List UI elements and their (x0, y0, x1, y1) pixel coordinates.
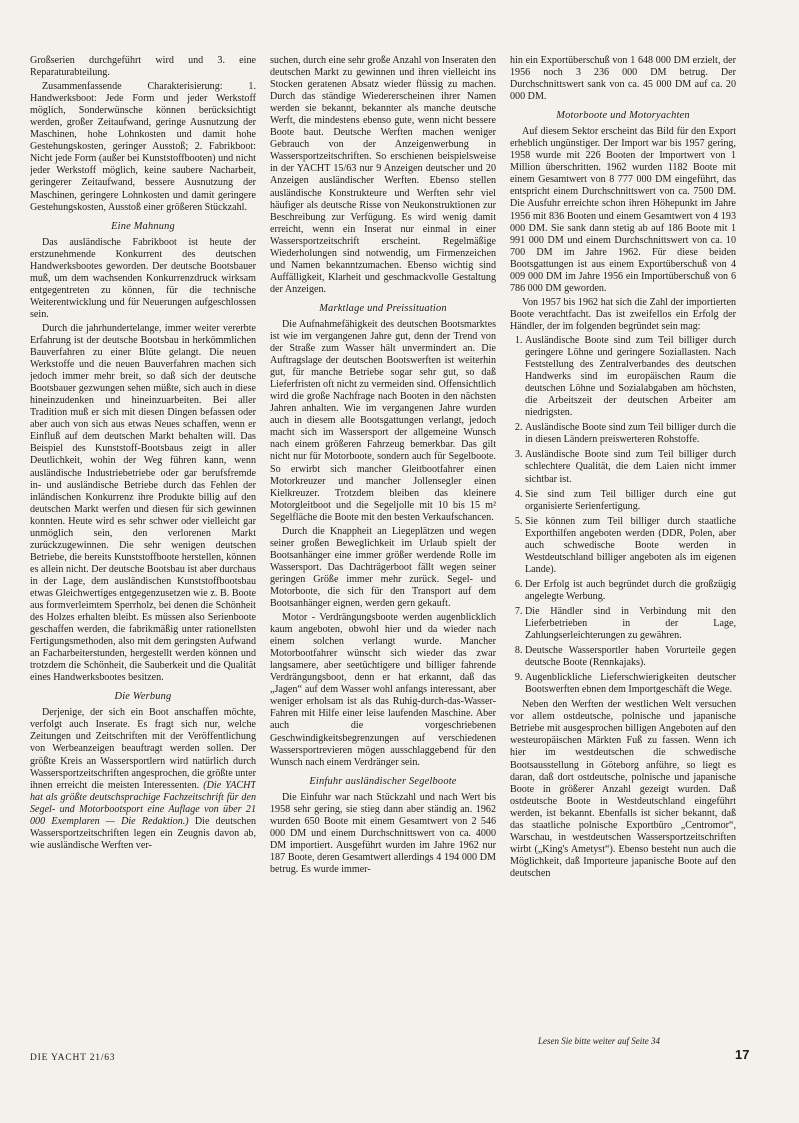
paragraph: Zusammenfassende Charakterisierung: 1. Handwerksboot: Jede Form und jeder Werkstoff möglich, Sonderwünsche können berücksichtigt werden, großer Zeitaufwand, geringe Ausnutzung der Maschinen, hohe Lohnkosten und damit hohe Gestehungskosten, geringer Ausstoß; 2. Fabrikboot: Nicht jede Form (außer bei Kunststoffbooten) und nicht jeder Werkstoff möglich, keine saubere Nacharbeit, geringerer Zeitaufwand, bessere Ausnutzung der Maschinen, geringere Lohnkosten und damit geringere Gestehungskosten, Ausstoß einer größeren Stückzahl. (30, 81, 256, 213)
column-3 (510, 55, 736, 1085)
paragraph: Das ausländische Fabrikboot ist heute der erstzunehmende Konkurrent des deutschen Handwerksbootes geworden. Der deutsche Bootsbauer muß, um dem wachsenden Konkurrenzdruck wirksam entgegentreten zu können, für die technische Weiterentwicklung und für Neuerungen aufgeschlossen sein. (30, 236, 256, 320)
paragraph: Großserien durchgeführt wird und 3. eine Reparaturabteilung. (30, 55, 256, 79)
list-item: 9. Augenblickliche Lieferschwierigkeiten deutscher Bootswerften ebnen dem Importgeschäft die Wege. (525, 672, 736, 696)
column-1 (30, 55, 256, 1085)
section-heading: Eine Mahnung (111, 220, 175, 232)
article-body (30, 55, 736, 1085)
editorial-note: (Die YACHT hat als größte deutschsprachige Fachzeitschrift für den Segel- und Motorbootsport eine Auflage von über 21 000 Exemplaren — Die Redaktion.) (30, 779, 256, 827)
page-number: 17 (735, 1047, 750, 1062)
section-heading: Marktlage und Preissituation (319, 302, 447, 314)
list-item: 6. Der Erfolg ist auch begründet durch die großzügig angelegte Werbung. (525, 579, 736, 603)
reasons-list (510, 335, 736, 696)
paragraph (30, 707, 256, 852)
section-heading: Die Werbung (114, 691, 172, 703)
list-item: 1. Ausländische Boote sind zum Teil billiger durch geringere Löhne und geringere Soziallasten. Nach Feststellung des Zentralverbandes des deutschen Handwerks sind im europäischen Raum die deutschen Löhne und Sozialabgaben am höchsten, die Arbeitszeit der deutschen Arbeiter am niedrigsten. (525, 335, 736, 419)
paragraph: Auf diesem Sektor erscheint das Bild für den Export erheblich ungünstiger. Der Import war bis 1957 gering, 1958 wurde mit 226 Booten der Importwert von 1 Million überschritten. 1962 wurden 1182 Boote mit einem Gesamtwert von 8 777 000 DM eingeführt, das entspricht einem Durchschnittswert von ca. 7500 DM. Die Ausfuhr erreichte schon ihren Höhepunkt im Jahre 1956 mit 836 Booten und einem Gesamtwert von 4 193 000 DM. Sie sank dann stetig ab auf 186 Boote mit 1 991 000 DM und einem Durchschnittswert von ca. 10 700 DM im Jahre 1962. Für diese beiden Bootsgattungen ist aus einem Exportüberschuß von 4 009 000 DM im Jahre 1956 ein Importüberschuß von 6 786 000 DM geworden. (510, 126, 736, 294)
paragraph: Durch die Knappheit an Liegeplätzen und wegen seiner großen Beweglichkeit im Urlaub spielt der Bootsanhänger eine immer größer werdende Rolle im Wassersport. Das Dachträgerboot fällt wegen seiner geringen Größe immer mehr zurück. Segel- und Motorboote, die sich für den Transport auf dem Bootsanhänger eignen, werden gern gekauft. (270, 525, 496, 610)
magazine-issue: DIE YACHT 21/63 (30, 1053, 116, 1063)
paragraph: Durch die jahrhundertelange, immer weiter vererbte Erfahrung ist der deutsche Bootsbau in herkömmlichen Bauverfahren zu einer Blüte gelangt. Die neuen Werkstoffe und die neuen Bauverfahren machen sich jedoch immer mehr breit, so daß sich der deutsche Bootsbauer gezwungen sehen müßte, sich auch in diese hineinzudenken und hineinzuarbeiten. Bei aller Tradition muß er sich mit diesen Dingen befassen oder aber auch von sich aus etwas Neues schaffen, wenn er Einfluß auf dem deutschen Markt behalten will. Das Beispiel des Kunststoff-Bootsbaus zeigt in aller Deutlichkeit, wohin der Weg führen kann, wenn ausländische Industriebetriebe oder gar berufsfremde in- und ausländische Betriebe durch das Fehlen der inländischen Konkurrenz ihre Produkte billig auf den deutschen Markt werfen und diesen für sich gewinnen konnten. Heute wird es sehr schwer oder vielleicht gar unmöglich sein, den verlorenen Markt zurückzugewinnen. Die sehr wenigen deutschen Betriebe, die bereits Kunststoffboote herstellen, können es allein nicht. Der deutsche Bootsbau ist aber durchaus in der Lage, dem ausländischen Kunststoffbootsbau etwas Gleichwertiges entgegenzusetzen wie z. B. Boote aus formverleimtem Sperrholz, bei denen die Schönheit des Holzes erhalten bleibt. Es müssen also Serienboote geschaffen werden, die fabrikmäßig unter rationellsten Fertigungsmethoden, also mit dem geringsten Aufwand an Facharbeiterstunden, hergestellt werden können und trotzdem die Schönheit, die Sauberkeit und die Qualität eines Handwerksbootes besitzen. (30, 322, 256, 684)
list-item: 3. Ausländische Boote sind zum Teil billiger durch schlechtere Qualität, die dem Laien nicht immer sichtbar ist. (525, 449, 736, 485)
paragraph-text: Die deutschen Wassersportzeitschriften legen ein Zeugnis davon ab, wie ausländische Werften ver- (30, 815, 256, 851)
column-2 (270, 55, 496, 1085)
list-item: 8. Deutsche Wassersportler haben Vorurteile gegen deutsche Boote (Rennkajaks). (525, 645, 736, 669)
paragraph-text: Derjenige, der sich ein Boot anschaffen möchte, verfolgt auch Inserate. Es fragt sich nur, welche Zeitungen und Zeitschriften mit der Veröffentlichung von Werbeanzeigen beauftragt werden sollen. Der größte Kreis an Wassersportlern wird natürlich durch Wassersportzeitschriften angesprochen, die größte unter ihnen erreicht die meisten Interessenten. (30, 707, 256, 791)
paragraph: Die Aufnahmefähigkeit des deutschen Bootsmarktes ist wie im vergangenen Jahre gut, denn der Trend von der Straße zum Wasser hält unvermindert an. Die Auftragslage der deutschen Bootswerften ist weiterhin gut, für manche Betriebe sogar sehr gut, so daß Lieferfristen oft nicht zu vermeiden sind. Offensichtlich wird die große Nachfrage nach Booten in den nächsten Jahren anhalten. Wie im vergangenen Jahre wurden auch in diesem alle Bootsgattungen verlangt, jedoch macht sich im Wassersport der allgemeine Wunsch nach einem größeren Fahrzeug bemerkbar. Das gilt nicht nur für Motorboote, sondern auch für Segelboote. So erwirbt sich mancher Gleitbootfahrer einen Motorkreuzer und mancher Jollensegler einen Kielkreuzer. Trotzdem bleiben das kleinere Motorgleitboot und die Segeljolle mit 10 bis 15 m² Segelfläche die Boote mit den besten Verkaufschancen. (270, 318, 496, 523)
paragraph: Motor - Verdrängungsboote werden augenblicklich kaum angeboten, obwohl hier und da wieder nach einem solchen verlangt wurde. Mancher Motorbootfahrer wünscht sich wieder das zwar langsamere, aber seetüchtigere und billiger fahrende Verdrängungsboot, denn er hat erkannt, daß das „Jagen“ auf dem Wasser wohl anfangs interessant, aber weniger erholsam ist als das Ruhig-durch-das-Wasser-Fahren mit Hilfe einer leise laufenden Maschine. Aber auch die vorgeschriebenen Geschwindigkeitsbegrenzungen auf verschiedenen Wassersportrevieren mögen ausschlaggebend für den Wunsch nach einem Verdränger sein. (270, 612, 496, 768)
paragraph: Von 1957 bis 1962 hat sich die Zahl der importierten Boote verachtfacht. Das ist zweifellos ein Erfolg der Händler, der im folgenden begründet sein mag: (510, 296, 736, 332)
list-item: 4. Sie sind zum Teil billiger durch eine gut organisierte Serienfertigung. (525, 489, 736, 513)
paragraph: Die Einfuhr war nach Stückzahl und nach Wert bis 1958 sehr gering, sie stieg dann aber ständig an. 1962 wurden 650 Boote mit einem Gesamtwert von 2 546 000 DM und einem Durchschnittswert von ca. 4000 DM importiert. Ausgeführt wurden im Jahre 1962 nur 187 Boote, deren Gesamtwert allerdings 4 194 000 DM betrug. Es wurde immer- (270, 791, 496, 875)
list-item: 7. Die Händler sind in Verbindung mit den Lieferbetrieben in der Lage, Zahlungserleichterungen zu gewähren. (525, 606, 736, 642)
list-item: 5. Sie können zum Teil billiger durch staatliche Exporthilfen angeboten werden (DDR, Polen, aber auch schwedische Boote werden in Westdeutschland billiger angeboten als im eigenen Lande). (525, 516, 736, 576)
section-heading: Einfuhr ausländischer Segelboote (309, 775, 457, 787)
section-heading: Motorboote und Motoryachten (556, 110, 690, 122)
paragraph: suchen, durch eine sehr große Anzahl von Inseraten den deutschen Markt zu gewinnen und ihren vielleicht ins Stocken geratenen Absatz wieder flüssig zu machen. Durch das ständige Wiedererscheinen ihrer Namen werden sie bekannt, bekannter als manche deutsche Werft, die mindestens ebenso gute, wenn nicht bessere Boote baut. Deutsche Werften machen weniger Gebrauch von der Anzeigenwerbung in Wassersportzeitschriften. So erschienen beispielsweise in der YACHT 15/63 nur 9 Anzeigen deutscher und 20 Anzeigen ausländischer Werften. Ebenso stellen ausländische Konstrukteure und Werften sehr viel häufiger als deutsche Risse von Neukonstruktionen zur Beschreibung zur Verfügung. Es wird wenig damit erreicht, wenn ein Inserat nur einmal in einer Wassersportzeitschrift erscheint. Regelmäßige Wiederholungen sind notwendig, um Firmenzeichen und Namen bekanntzumachen. Ebenso wichtig sind Auffälligkeit, Klarheit und geschmackvolle Gestaltung der Anzeigen. (270, 55, 496, 295)
paragraph: Neben den Werften der westlichen Welt versuchen vor allem ostdeutsche, polnische und japanische Betriebe mit ausgesprochen billigen Angeboten auf den westeuropäischen Märkten Fuß zu fassen. Wenn ich hier im westdeutschen die schwedische Bootsausstellung in Göteborg anführe, so liegt es daran, daß dort ostdeutsche, polnische und japanische Boote in größerer Anzahl gezeigt wurden. Daß ostdeutsche Boote in Westdeutschland eingeführt werden, ist bekannt. Ebenfalls ist sicher bekannt, daß das staatliche polnische Exportbüro „Centromor“, Warschau, in westdeutschen Wassersportzeitschriften wirbt („King's Ametyst“). Ebenso besteht nun auch die Möglichkeit, daß Importeure japanische Boote auf den deutschen (510, 699, 736, 879)
list-item: 2. Ausländische Boote sind zum Teil billiger durch die in diesen Ländern preiswerteren Rohstoffe. (525, 422, 736, 446)
paragraph: hin ein Exportüberschuß von 1 648 000 DM erzielt, der 1956 noch 3 236 000 DM betrug. Der Durchschnittswert sank von ca. 45 000 DM auf ca. 20 000 DM. (510, 55, 736, 103)
continue-note: Lesen Sie bitte weiter auf Seite 34 (538, 1036, 660, 1046)
